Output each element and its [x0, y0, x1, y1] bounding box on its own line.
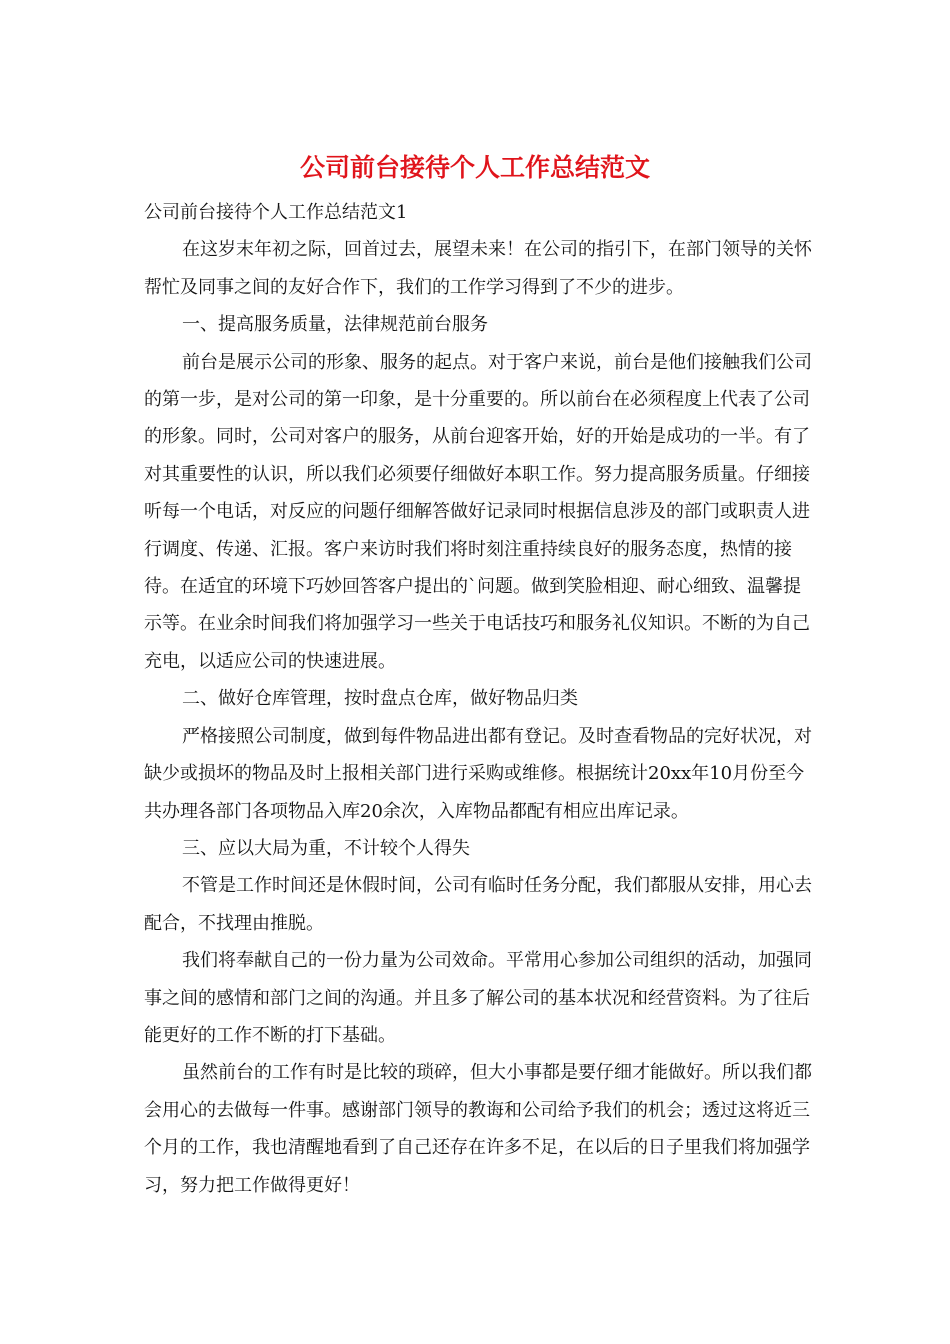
- section-1-paragraph: 前台是展示公司的形象、服务的起点。对于客户来说，前台是他们接触我们公司的第一步，是对公司的第一印象，是十分重要的。所以前台在必须程度上代表了公司的形象。同时，公司对客户的服务，从前台迎客开始，好的开始是成功的一半。有了对其重要性的认识，所以我们必须要仔细做好本职工作。努力提高服务质量。仔细接听每一个电话，对反应的问题仔细解答做好记录同时根据信息涉及的部门或职责人进行调度、传递、汇报。客户来访时我们将时刻注重持续良好的服务态度，热情的接待。在适宜的环境下巧妙回答客户提出的`问题。做到笑脸相迎、耐心细致、温馨提示等。在业余时间我们将加强学习一些关于电话技巧和服务礼仪知识。不断的为自己充电，以适应公司的快速进展。: [144, 351, 812, 672]
- section-2-paragraph: 严格接照公司制度，做到每件物品进出都有登记。及时查看物品的完好状况，对缺少或损坏的物品及时上报相关部门进行采购或维修。根据统计20xx年10月份至今共办理各部门各项物品入库20余次，入库物品都配有相应出库记录。: [144, 725, 812, 822]
- section-3-paragraph-2: 我们将奉献自己的一份力量为公司效命。平常用心参加公司组织的活动，加强同事之间的感情和部门之间的沟通。并且多了解公司的基本状况和经营资料。为了往后能更好的工作不断的打下基础。: [144, 950, 812, 1046]
- section-heading-2: 二、做好仓库管理，按时盘点仓库，做好物品归类: [182, 688, 578, 710]
- document-body: [144, 194, 818, 1204]
- section-heading-1: 一、提高服务质量，法律规范前台服务: [182, 314, 488, 336]
- intro-paragraph: 在这岁末年初之际，回首过去，展望未来！在公司的指引下，在部门领导的关怀帮忙及同事之间的友好合作下，我们的工作学习得到了不少的进步。: [144, 239, 812, 298]
- document-title: 公司前台接待个人工作总结范文: [299, 153, 650, 182]
- section-3-paragraph-1: 不管是工作时间还是休假时间，公司有临时任务分配，我们都服从安排，用心去配合，不找理由推脱。: [144, 875, 812, 934]
- subtitle-paragraph: 公司前台接待个人工作总结范文1: [144, 202, 408, 223]
- section-heading-3: 三、应以大局为重，不计较个人得失: [182, 837, 470, 859]
- closing-paragraph: 虽然前台的工作有时是比较的琐碎，但大小事都是要仔细才能做好。所以我们都会用心的去做每一件事。感谢部门领导的教诲和公司给予我们的机会；透过这将近三个月的工作，我也清醒地看到了自己还存在许多不足，在以后的日子里我们将加强学习，努力把工作做得更好！: [144, 1062, 812, 1196]
